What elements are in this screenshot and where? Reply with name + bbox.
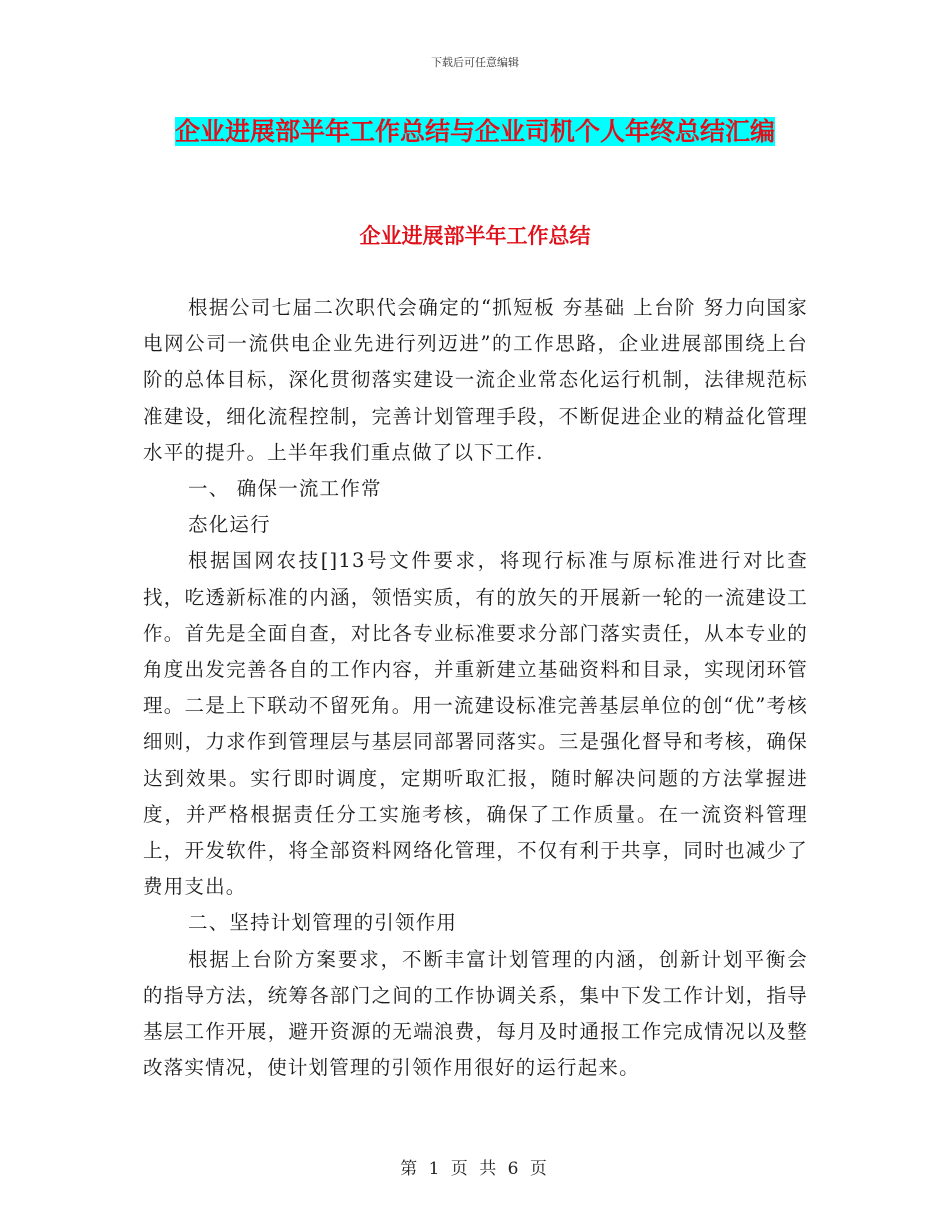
paragraph: 根据上台阶方案要求，不断丰富计划管理的内涵，创新计划平衡会的指导方法，统筹各部门之间的工作协调关系，集中下发工作计划，指导基层工作开展，避开资源的无端浪费，每月及时通报工作完成情况以及整改落实情况，使计划管理的引领作用很好的运行起来。 (143, 947, 808, 1080)
document-title (140, 110, 810, 153)
paragraph: 根据公司七届二次职代会确定的“抓短板 夯基础 上台阶 努力向国家电网公司一流供电企业先进行列迈进”的工作思路，企业进展部围绕上台阶的总体目标，深化贯彻落实建设一流企业常态化运行机制，法律规范标准建设，细化流程控制，完善计划管理手段，不断促进企业的精益化管理水平的提升。上半年我们重点做了以下工作. (143, 296, 808, 464)
header-note: 下载后可任意编辑 (431, 56, 519, 69)
section-title: 企业进展部半年工作总结 (359, 224, 591, 248)
document-body (143, 290, 808, 1086)
document-title-text: 企业进展部半年工作总结与企业司机个人年终总结汇编 (174, 117, 775, 146)
heading-2: 二、坚持计划管理的引领作用 (188, 911, 458, 935)
heading-1: 一、 确保一流工作常 (188, 477, 382, 501)
heading-1-continued: 态化运行 (188, 513, 271, 537)
paragraph: 根据国网农技[]13号文件要求，将现行标准与原标准进行对比查找，吃透新标准的内涵，领悟实质，有的放矢的开展新一轮的一流建设工作。首先是全面自查，对比各专业标准要求分部门落实责任，从本专业的角度出发完善各自的工作内容，并重新建立基础资料和目录，实现闭环管理。二是上下联动不留死角。用一流建设标准完善基层单位的创“优”考核细则，力求作到管理层与基层同部署同落实。三是强化督导和考核，确保达到效果。实行即时调度，定期听取汇报，随时解决问题的方法掌握进度，并严格根据责任分工实施考核，确保了工作质量。在一流资料管理上，开发软件，将全部资料网络化管理，不仅有利于共享，同时也减少了费用支出。 (143, 549, 808, 899)
page-footer: 第 1 页 共 6 页 (400, 1159, 550, 1179)
